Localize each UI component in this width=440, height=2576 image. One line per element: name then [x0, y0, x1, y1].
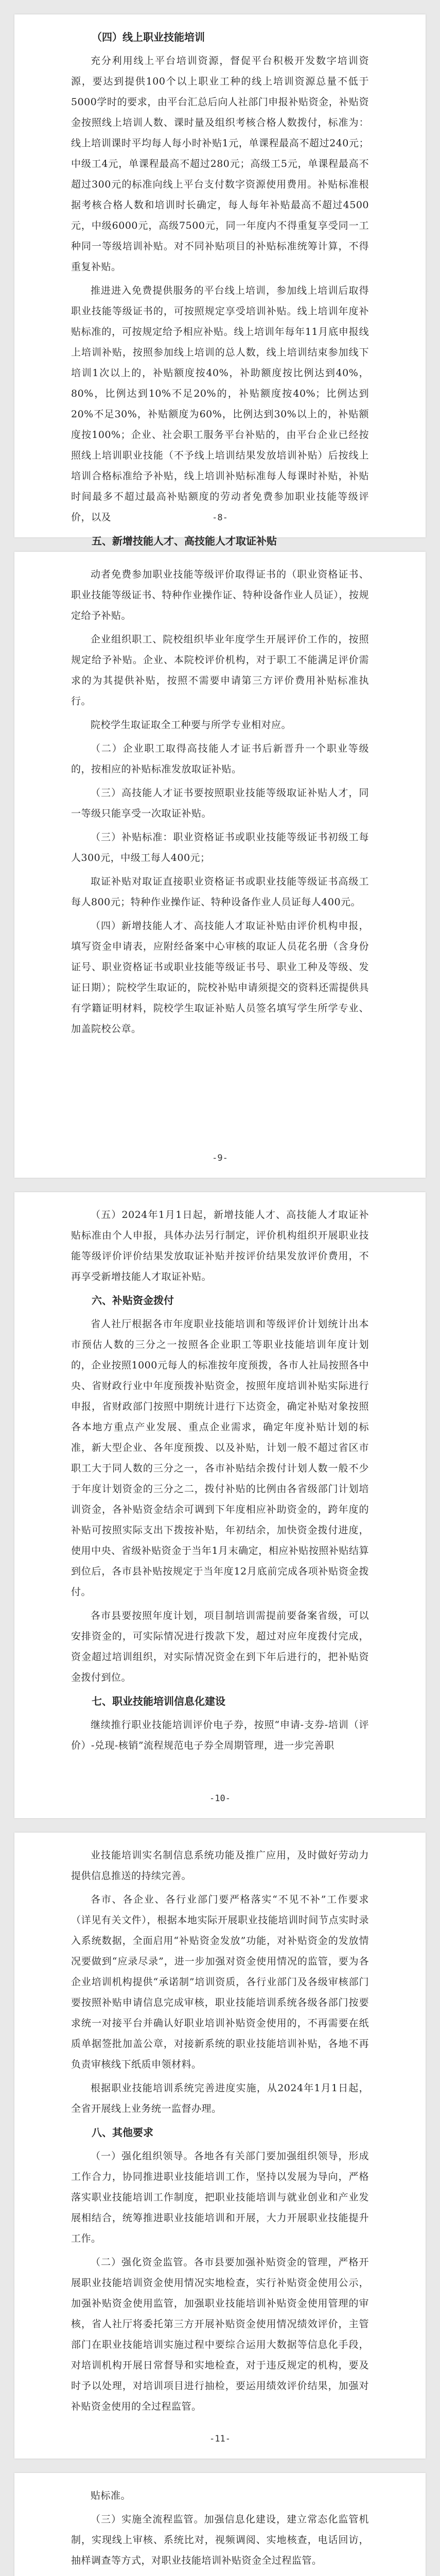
section-heading-fund-disbursement: 六、补贴资金拨付	[92, 1294, 174, 1307]
paragraph: 院校学生取证取全工种要与所学专业相对应。	[91, 719, 292, 731]
paragraph: （二）强化资金监管。各市县要加强补贴资金的管理，严格开展职业技能培训资金使用情况实地检查，实行补贴资金使用公示，加强补贴资金使用监管，加强职业技能培训补贴资金使用管理的审核，省人社厅将委托第三方开展补贴资金使用情况绩效评价，主管部门在职业技能培训实施过程中要综合运用大数据等信息化手段，对培训机构开展日常督导和实地检查，对于违反规定的机构，要及时予以处理，对培训项目进行抽检，要运用绩效评价结果，加强对补贴资金使用的全过程监管。	[71, 2257, 369, 2412]
paragraph: （三）高技能人才证书要按照职业技能等级取证补贴人才，同一等级只能享受一次取证补贴。	[71, 787, 369, 819]
paragraph: 继续推行职业技能培训评价电子券，按照“申请-支券-培训（评价）-兑现-核销”流程规范电子券全周期管理，进一步完善职	[71, 1719, 369, 1751]
paragraph: 取证补贴对取证直接职业资格证书或职业技能等级证书高级工每人800元；特种作业操作证、特种设备作业人员证每人400元。	[71, 876, 369, 908]
paragraph: 充分利用线上平台培训资源，督促平台积极开发数字培训资源，要达到提供100个以上职业工种的线上培训资源总量不低于5000学时的要求，由平台汇总后向人社部门申报补贴资金，补贴资金按照线上培训人数、课时量及组织考核合格人数拨付，标准为：线上培训课时平均每人每小时补贴1元，单课程最高不超过240元；中级工4元，单课程最高不超过280元；高级工5元，单课程最高不超过300元的标准向线上平台支付数字资源使用费用。补贴标准根据考核合格人数和培训时长确定，每人每年补贴最高不超过4500元，中级6000元，高级7500元，同一年度内不得重复享受同一工种同一等级培训补贴。对不同补贴项目的补贴标准统筹计算，不得重复补贴。	[71, 55, 369, 273]
paragraph: 各市县要按照年度计划，项目制培训需提前要备案省级，可以安排资金的，可实际情况进行拨款下发，超过对应年度拨付完成，资金超过培训组织，对实际情况资金在到下年后进行的，把补贴资金拨付到位。	[71, 1610, 369, 1683]
page-number: -8-	[212, 513, 228, 523]
paragraph: （三）补贴标准：职业资格证书或职业技能等级证书初级工每人300元，中级工每人400元；	[71, 832, 369, 863]
paragraph: 各市、各企业、各行业部门要严格落实“不见不补”工作要求（详见有关文件），根据本地实际开展职业技能培训时间节点实时录入系统数据，全面启用“补贴资金发放”功能，对补贴资金的发放情况要做到“应录尽录”，进一步加强对资金使用情况的监管，要为各企业培训机构提供“承诺制”培训资质，各行业部门及各级审核部门要按照补贴申请信息完成审核，职业技能培训系统各级各部门按要求统一对接平台并确认好职业培训补贴资金使用的，不再需要在纸质单据签批加盖公章，对接新系统的职业技能培训补贴，各地不再负责审核线下纸质申领材料。	[71, 1894, 369, 2070]
section-heading-informatization: 七、职业技能培训信息化建设	[92, 1695, 225, 1707]
document-page-2	[14, 552, 426, 1178]
paragraph: 企业组织职工、院校组织毕业年度学生开展评价工作的，按照规定给予补贴。企业、本院校评价机构，对于职工不能满足评价需求的为其提供补贴，按照不需要申请第三方评价费用补贴标准执行。	[71, 634, 369, 707]
paragraph: 推进进入免费提供服务的平台线上培训，参加线上培训后取得职业技能等级证书的，可按照规定享受培训补贴。线上培训年度补贴标准的，可按规定给予相应补贴。线上培训年每年11月底申报线上培训补贴，按照参加线上培训的总人数，线上培训结束参加线下培训1次以上的，补贴额度按40%，补助额度按比例达到40%，80%，比例达到10%不足20%的，补贴额度按40%；比例达到20%不足30%，补贴额度为60%，比例达到30%以上的，补贴额度按100%；企业、社会职工服务平台补贴的，由平台企业已经按照线上培训职业技能（不予线上培训结果发放培训补贴）后按线上培训合格标准给予补贴，线上培训补贴标准每人每课时补贴，补贴时间最多不超过最高补贴额度的劳动者免费参加职业技能等级评价，以及	[71, 285, 369, 523]
page-number: -9-	[212, 1153, 228, 1163]
page-number: -11-	[209, 2434, 231, 2444]
paragraph: （二）企业职工取得高技能人才证书后新晋升一个职业等级的，按相应的补贴标准发放取证补贴。	[71, 743, 369, 775]
document-page-1	[14, 14, 426, 547]
paragraph: 根据职业技能培训系统完善进度实施，从2024年1月1日起，全省开展线上业务统一监督办理。	[71, 2082, 369, 2114]
section-heading-online-training: （四）线上职业技能培训	[92, 31, 205, 43]
section-heading-certificate-subsidy: 五、新增技能人才、高技能人才取证补贴	[92, 535, 277, 547]
paragraph: （一）强化组织领导。各地各有关部门要加强组织领导，形成工作合力，协同推进职业技能培训工作，坚持以发展为导向，严格落实职业技能培训工作制度，把职业技能培训与就业创业和产业发展相结合，统筹推进职业技能培训和开展，大力开展职业技能提升工作。	[71, 2150, 369, 2244]
paragraph: 业技能培训实名制信息系统功能及推广应用，及时做好劳动力提供信息推送的持续完善。	[71, 1850, 369, 1882]
paragraph: 省人社厅根据各市年度职业技能培训和等级评价计划统计出本市预估人数的三分之一按照各企业职工等职业技能培训年度计划的，企业按照1000元每人的标准按年度预拨，各市人社局按照各中央、省财政行业中年度预拨补贴资金，按照年度培训补贴实际进行申报，省财政部门按照中期统计进行下达资金，确定补贴对象按照各本地方重点产业发展、重点企业需求，确定年度补贴计划的标准，新大型企业、各年度预拨、以及补贴，计划一般不超过省区市职工大于同人数的三分之一，各市补贴结余拨付计划人数一般不少于年度计划资金的三分之二，拨付补贴的比例由各省级部门计划培训资金，各补贴资金结余可调到下年度相应补助资金的，跨年度的补贴可按照实际支出下拨按补贴，年初结余，加快资金拨付进度，使用中央、省级补贴资金于当年1月末确定，相应补贴按照补贴结算到位后，各市县补贴按规定于当年度12月底前完成各项补贴资金拨付。	[71, 1318, 369, 1598]
paragraph: （三）实施全流程监管。加强信息化建设，建立常态化监管机制，实现线上审核、系统比对，视频调阅、实地核查，电话回访，抽样调查等方式，对职业技能培训补贴资金全过程监管。	[71, 2514, 369, 2566]
document-page-5	[14, 2473, 426, 2576]
page-number: -10-	[209, 1793, 231, 1804]
document-page-3	[14, 1192, 426, 1818]
document-page-4	[14, 1833, 426, 2459]
paragraph: 贴标准。	[91, 2490, 131, 2501]
paragraph: 动者免费参加职业技能等级评价取得证书的（职业资格证书、职业技能等级证书、特种作业操作证、特种设备作业人员证），按规定给予补贴。	[71, 569, 369, 621]
section-heading-other-requirements: 八、其他要求	[92, 2126, 153, 2139]
paragraph: （四）新增技能人才、高技能人才取证补贴由评价机构申报，填写资金申请表，应附经备案中心审核的取证人员花名册（含身份证号、职业资格证书或职业技能等级证书号、职业工种及等级、发证日期）；院校学生取证的，院校补贴申请须提交的资料还需提供具有学籍证明材料，院校学生取证补贴人员签名填写学生所学专业、加盖院校公章。	[71, 920, 369, 1035]
paragraph: （五）2024年1月1日起，新增技能人才、高技能人才取证补贴标准由个人申报，具体办法另行制定，评价机构组织开展职业技能等级评价评价结果发放取证补贴并按评价结果发放评价费用，不再享受新增技能人才取证补贴。	[71, 1209, 369, 1282]
